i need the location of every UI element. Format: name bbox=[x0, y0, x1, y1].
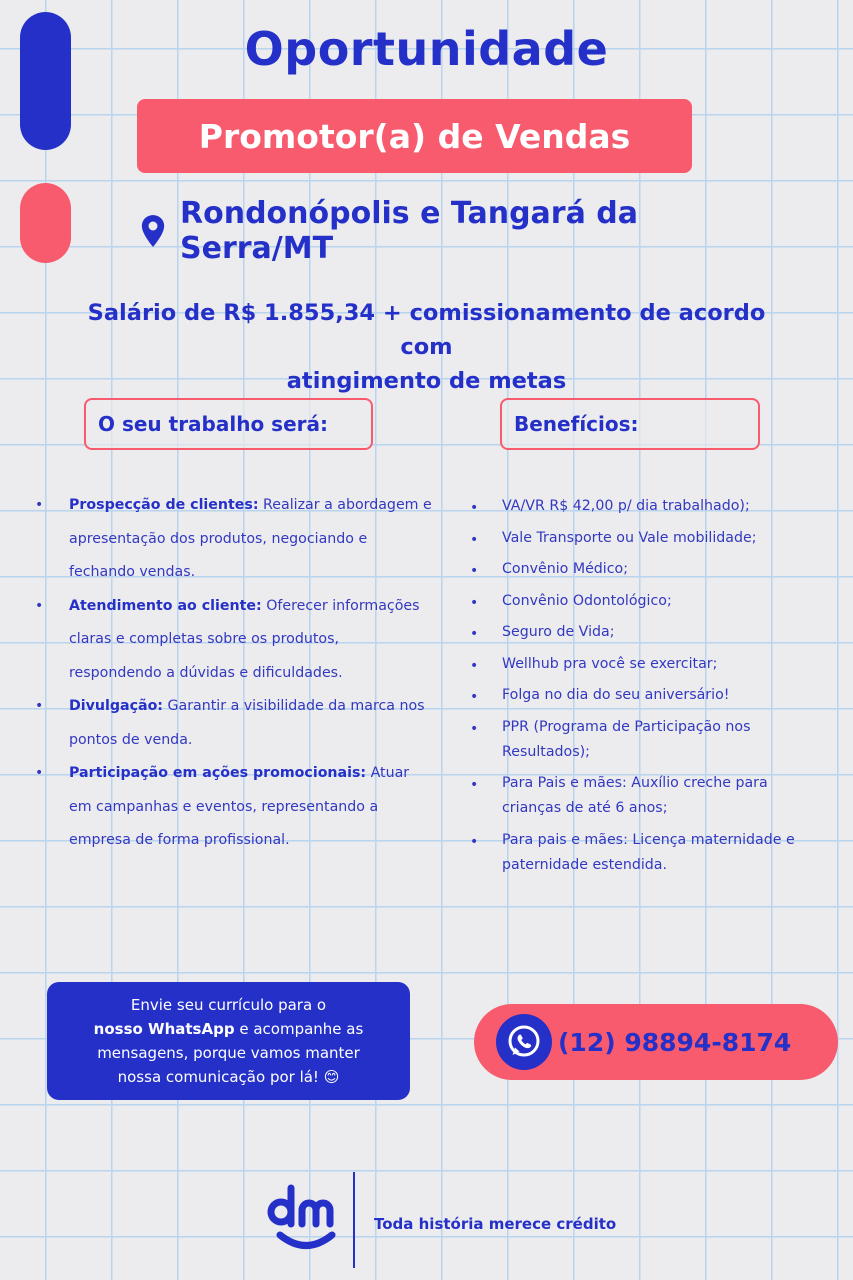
benefits-heading: Benefícios: bbox=[514, 412, 639, 436]
whatsapp-icon bbox=[496, 1014, 552, 1070]
work-list bbox=[32, 489, 432, 858]
work-item: • Prospecção de clientes: Realizar a abordagem e apresentação dos produtos, negociando e fechando vendas. bbox=[32, 489, 432, 590]
role-title: Promotor(a) de Vendas bbox=[198, 116, 631, 156]
benefit-item: • Wellhub pra você se exercitar; bbox=[466, 652, 816, 677]
dm-logo bbox=[266, 1180, 346, 1260]
work-heading: O seu trabalho será: bbox=[98, 412, 328, 436]
benefit-item: • Convênio Odontológico; bbox=[466, 589, 816, 614]
smile-emoji-icon: 😊 bbox=[323, 1068, 340, 1086]
footer-divider bbox=[353, 1172, 355, 1268]
benefit-item: • Para pais e mães: Licença maternidade e paternidade estendida. bbox=[466, 828, 816, 878]
benefit-item: • Convênio Médico; bbox=[466, 557, 816, 582]
salary-line-1: Salário de R$ 1.855,34 + comissionamento de acordo com bbox=[87, 300, 766, 360]
work-item: • Divulgação: Garantir a visibilidade da marca nos pontos de venda. bbox=[32, 690, 432, 757]
whatsapp-contact-button[interactable] bbox=[474, 1004, 838, 1080]
location-row bbox=[140, 196, 760, 266]
cta-line-2: nosso WhatsApp e acompanhe as bbox=[93, 1020, 364, 1038]
cta-message-box bbox=[47, 982, 410, 1100]
map-pin-icon bbox=[140, 214, 166, 248]
role-banner bbox=[137, 99, 692, 173]
benefit-item: • Seguro de Vida; bbox=[466, 620, 816, 645]
benefit-item: • Vale Transporte ou Vale mobilidade; bbox=[466, 526, 816, 551]
benefits-heading-box bbox=[500, 398, 760, 450]
benefit-item: • Folga no dia do seu aniversário! bbox=[466, 683, 816, 708]
location-text: Rondonópolis e Tangará da Serra/MT bbox=[180, 196, 638, 266]
work-item: • Participação em ações promocionais: Atuar em campanhas e eventos, representando a empresa de forma profissional. bbox=[32, 757, 432, 858]
work-heading-box bbox=[84, 398, 373, 450]
benefits-list bbox=[466, 494, 816, 884]
cta-line-1: Envie seu currículo para o bbox=[130, 996, 327, 1014]
benefit-item: • VA/VR R$ 42,00 p/ dia trabalhado); bbox=[466, 494, 816, 519]
work-item: • Atendimento ao cliente: Oferecer informações claras e completas sobre os produtos, respondendo a dúvidas e dificuldades. bbox=[32, 590, 432, 691]
benefit-item: • PPR (Programa de Participação nos Resultados); bbox=[466, 715, 816, 765]
salary-info bbox=[60, 296, 793, 398]
cta-line-3: mensagens, porque vamos manter bbox=[97, 1044, 360, 1062]
footer-tagline: Toda história merece crédito bbox=[374, 1215, 617, 1233]
salary-line-2: atingimento de metas bbox=[286, 368, 567, 394]
benefit-item: • Para Pais e mães: Auxílio creche para crianças de até 6 anos; bbox=[466, 771, 816, 821]
phone-number[interactable]: (12) 98894-8174 bbox=[558, 1027, 792, 1057]
cta-line-4: nossa comunicação por lá! 😊 bbox=[117, 1068, 340, 1086]
decorative-pink-pill bbox=[20, 183, 71, 263]
cta-bold: nosso WhatsApp bbox=[93, 1020, 235, 1038]
page-title: Oportunidade bbox=[244, 22, 609, 76]
